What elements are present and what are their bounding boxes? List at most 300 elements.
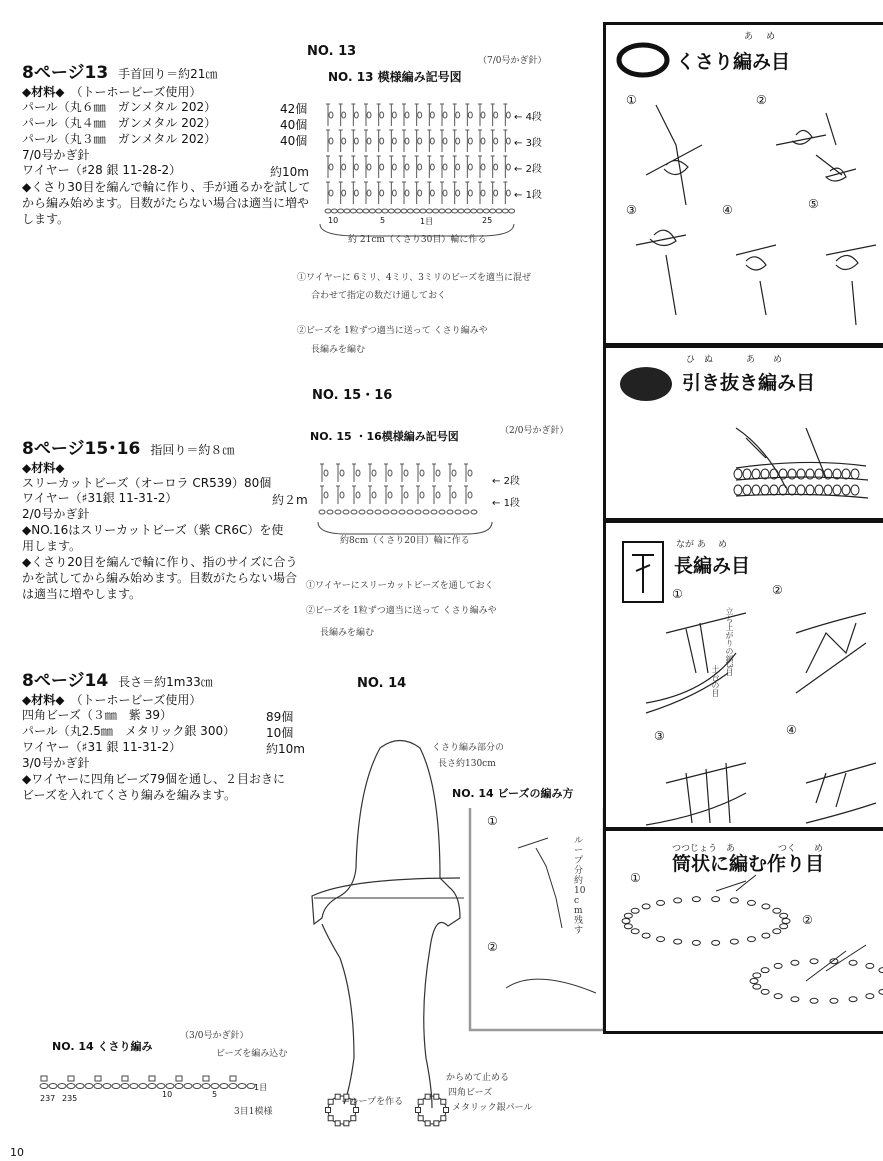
chain-mark <box>770 485 778 495</box>
chain-mark <box>734 485 742 495</box>
chain-mark <box>509 209 515 213</box>
chain-mark <box>325 209 331 213</box>
chain-mark <box>791 997 799 1002</box>
chain-mark <box>418 190 422 196</box>
chain-mark <box>354 164 358 170</box>
chain-mark <box>439 209 445 213</box>
chain-mark <box>849 997 857 1002</box>
bead-mark <box>122 1076 128 1081</box>
chain-mark <box>382 209 388 213</box>
no1516-step2-a: ②ビーズを 1粒ずつ適当に送って くさり編みや <box>306 606 497 616</box>
chain-mark <box>494 138 498 144</box>
no14-chain-5: 5 <box>212 1090 218 1099</box>
chain-mark <box>329 190 333 196</box>
chain-mark <box>175 1084 183 1089</box>
chain-mark <box>430 190 434 196</box>
bead-mark <box>416 1108 421 1113</box>
chain-mark <box>372 492 376 498</box>
chain-mark <box>468 164 472 170</box>
bead-mark <box>351 1116 356 1121</box>
panel-chain-stitch <box>603 22 883 346</box>
chain-mark <box>830 998 838 1003</box>
no14-loop-length-note: ループ分約10cm残す <box>574 836 586 936</box>
no1516-chart-title: NO. 15 ・16模様編み記号図 <box>310 430 459 443</box>
chain-mark <box>743 485 751 495</box>
no1516-step1: ①ワイヤーにスリーカットビーズを通しておく <box>306 581 494 591</box>
chain-mark <box>657 937 665 942</box>
no13-row-4-text: 4段 <box>525 112 542 123</box>
bead-mark <box>434 1121 439 1126</box>
no1516-row-2-text: 2段 <box>503 476 520 487</box>
chain-mark <box>367 138 371 144</box>
chain-mark <box>780 913 788 918</box>
no14-label: NO. 14 <box>357 676 407 691</box>
chain-mark <box>468 112 472 118</box>
no14-chain-237: 237 <box>40 1094 56 1103</box>
chain-mark <box>624 913 632 918</box>
panel-double-crochet <box>603 520 883 830</box>
no13-symbol-chart <box>320 96 530 226</box>
no14-method-title: NO. 14 ビーズの編み方 <box>452 787 574 800</box>
chain-mark <box>375 510 381 514</box>
chain-mark <box>468 470 472 476</box>
chain-mark <box>338 209 344 213</box>
chain-mark <box>418 138 422 144</box>
chain-mark <box>392 112 396 118</box>
chain-mark <box>496 209 502 213</box>
double-crochet-illustrations <box>606 593 883 823</box>
panel2-title: 引き抜き編み目 <box>682 372 816 394</box>
chain-mark <box>329 164 333 170</box>
panel3-step-1: ① <box>672 587 683 601</box>
chain-mark <box>762 933 770 938</box>
p1516-wire-qty: 約２m <box>272 493 308 507</box>
chain-mark <box>148 1084 156 1089</box>
chain-mark <box>436 492 440 498</box>
chain-mark <box>112 1084 120 1089</box>
chain-mark <box>418 112 422 118</box>
p14-materials-label: ◆材料◆ <box>22 693 65 707</box>
slip-stitch-symbol-icon <box>618 364 674 404</box>
no13-chart-title: NO. 13 模様編み記号図 <box>328 70 462 84</box>
chain-mark <box>753 973 761 978</box>
chain-mark <box>833 485 841 495</box>
panel3-step-4: ④ <box>786 723 797 737</box>
p13-size: 手首回り＝約21㎝ <box>118 67 218 81</box>
chain-mark <box>631 908 639 913</box>
chain-mark <box>483 209 489 213</box>
chain-mark <box>342 138 346 144</box>
chain-mark <box>779 485 787 495</box>
chain-mark <box>383 510 389 514</box>
bead-mark <box>418 1116 423 1121</box>
no14-chain-diagram <box>38 1072 268 1096</box>
no14-end-c: メタリック銀パール <box>452 1103 533 1113</box>
chain-mark <box>388 209 394 213</box>
chain-mark <box>367 510 373 514</box>
chain-mark <box>329 138 333 144</box>
chain-mark <box>350 209 356 213</box>
chain-mark <box>335 510 341 514</box>
chain-mark <box>399 510 405 514</box>
chain-mark <box>121 1084 129 1089</box>
chain-mark <box>879 989 883 994</box>
chain-mark <box>730 939 738 944</box>
chain-mark <box>354 190 358 196</box>
chain-mark <box>392 190 396 196</box>
bead-mark <box>95 1076 101 1081</box>
chain-mark <box>774 963 782 968</box>
chain-mark <box>506 164 510 170</box>
chain-mark <box>456 190 460 196</box>
chain-mark <box>40 1084 48 1089</box>
chain-mark <box>359 510 365 514</box>
chain-mark <box>367 164 371 170</box>
chain-mark <box>468 190 472 196</box>
no1516-hook-note: （2/0号かぎ針） <box>500 426 569 436</box>
chain-mark <box>506 112 510 118</box>
chain-mark <box>426 209 432 213</box>
chain-mark <box>238 1084 246 1089</box>
no13-row-4: ← 4段 <box>514 112 542 123</box>
chain-mark <box>319 510 325 514</box>
p14-note: ◆ワイヤーに四角ビーズ79個を通し、２目おきにビーズを入れてくさり編みを編みます。 <box>22 772 286 802</box>
chain-mark <box>193 1084 201 1089</box>
no13-label: NO. 13 <box>307 44 357 59</box>
bead-mark <box>425 1121 430 1126</box>
chain-mark <box>430 138 434 144</box>
no13-row-1-text: 1段 <box>525 190 542 201</box>
no13-step2-a: ②ビーズを 1粒ずつ適当に送って くさり編みや <box>297 326 488 336</box>
chain-mark <box>791 960 799 965</box>
panel1-step-5: ⑤ <box>808 197 819 211</box>
no14-step-2: ② <box>487 940 498 954</box>
no13-step1-b: 合わせて指定の数だけ通しておく <box>311 291 447 301</box>
dc-note-b: 鎖3目 <box>725 655 734 677</box>
p13-materials-label: ◆材料◆ <box>22 85 65 99</box>
chain-mark <box>363 209 369 213</box>
bead-mark <box>335 1121 340 1126</box>
chain-mark <box>815 485 823 495</box>
chain-mark <box>782 919 790 924</box>
chain-mark <box>624 924 632 929</box>
p1516-materials <box>22 461 322 476</box>
no14-loop-text: ループを作る <box>349 1097 404 1107</box>
chain-mark <box>851 485 859 495</box>
panel4-step-2: ② <box>802 913 813 927</box>
chain-mark <box>380 138 384 144</box>
chain-mark <box>376 209 382 213</box>
bead-mark <box>328 1116 333 1121</box>
no1516-step2-b: 長編みを編む <box>320 628 375 638</box>
bead-mark <box>444 1108 449 1113</box>
chain-mark <box>773 908 781 913</box>
no13-row-3: ← 3段 <box>514 138 542 149</box>
chain-mark <box>752 469 760 479</box>
chain-mark <box>430 112 434 118</box>
chain-mark <box>452 209 458 213</box>
chain-mark <box>490 209 496 213</box>
bead-mark <box>441 1116 446 1121</box>
chain-mark <box>463 510 469 514</box>
chain-mark <box>849 960 857 965</box>
panel1-step-3: ③ <box>626 203 637 217</box>
p1516-title-text: 8ページ15･16 <box>22 439 141 459</box>
chain-mark <box>58 1084 66 1089</box>
chain-mark <box>452 492 456 498</box>
dc-note-c: 土台の目 <box>711 665 720 697</box>
chain-mark <box>471 510 477 514</box>
no14-chain-235: 235 <box>62 1094 78 1103</box>
p1516-materials-label: ◆材料◆ <box>22 461 65 475</box>
chain-mark <box>344 209 350 213</box>
panel1-step-2: ② <box>756 93 767 107</box>
no14-chain-hook: （3/0号かぎ針） <box>180 1031 249 1041</box>
no13-row-2-text: 2段 <box>525 164 542 175</box>
no13-axis-10: 10 <box>328 216 339 225</box>
chain-mark <box>471 209 477 213</box>
chain-mark <box>443 112 447 118</box>
chain-mark <box>401 209 407 213</box>
chain-mark <box>202 1084 210 1089</box>
chain-mark <box>415 510 421 514</box>
chain-symbol-icon <box>616 41 670 79</box>
p14-hook: 3/0号かぎ針 <box>22 756 90 770</box>
chain-mark <box>481 164 485 170</box>
chain-mark <box>468 492 472 498</box>
chain-mark <box>761 989 769 994</box>
chain-mark <box>810 959 818 964</box>
chain-mark <box>692 940 700 945</box>
no13-axis-5: 5 <box>380 216 386 225</box>
chain-mark <box>455 510 461 514</box>
chain-mark <box>85 1084 93 1089</box>
page-number: 10 <box>10 1146 24 1159</box>
chain-stitch-illustrations <box>606 85 883 335</box>
no14-chain-note: ビーズを編み込む <box>216 1049 288 1059</box>
no13-axis-1: 1目 <box>420 217 434 226</box>
chain-mark <box>405 112 409 118</box>
chain-mark <box>481 190 485 196</box>
chain-mark <box>369 209 375 213</box>
chain-mark <box>329 112 333 118</box>
chain-mark <box>184 1084 192 1089</box>
bead-mark <box>176 1076 182 1081</box>
panel3-step-3: ③ <box>654 729 665 743</box>
p13-title-text: 8ページ13 <box>22 63 109 83</box>
chain-mark <box>420 209 426 213</box>
chain-mark <box>879 968 883 973</box>
chain-mark <box>357 209 363 213</box>
chain-mark <box>351 510 357 514</box>
chain-mark <box>372 470 376 476</box>
chain-mark <box>405 190 409 196</box>
chain-mark <box>430 164 434 170</box>
no1516-row-2: ← 2段 <box>492 476 520 487</box>
chain-mark <box>642 904 650 909</box>
bead-mark <box>418 1099 423 1104</box>
chain-mark <box>130 1084 138 1089</box>
chain-mark <box>481 112 485 118</box>
chain-mark <box>477 209 483 213</box>
chain-mark <box>506 190 510 196</box>
no14-chain-10: 10 <box>162 1090 173 1099</box>
p14-size: 長さ＝約1m33㎝ <box>118 675 213 689</box>
chain-mark <box>481 138 485 144</box>
chain-mark <box>139 1084 147 1089</box>
chain-mark <box>354 138 358 144</box>
panel1-ruby-1: あ <box>744 32 754 42</box>
chain-mark <box>761 968 769 973</box>
chain-mark <box>502 209 508 213</box>
chain-mark <box>752 485 760 495</box>
slip-stitch-illustration <box>606 418 883 508</box>
no14-loop-note: ←ループを作る <box>342 1097 404 1107</box>
chain-mark <box>407 209 413 213</box>
chain-mark <box>443 190 447 196</box>
no1516-row-1-text: 1段 <box>503 498 520 509</box>
p1516-item-1: スリーカットビーズ（オーロラ CR539）80個 <box>22 476 272 490</box>
chain-mark <box>229 1084 237 1089</box>
chain-mark <box>220 1084 228 1089</box>
no13-caption: 約 21cm（くさり30目）輪に作る <box>348 235 487 245</box>
panel1-step-1: ① <box>626 93 637 107</box>
chain-mark <box>443 138 447 144</box>
chain-mark <box>388 470 392 476</box>
chain-mark <box>420 470 424 476</box>
p1516-hook: 2/0号かぎ針 <box>22 507 90 521</box>
dc-note-a: 立ち上がりの <box>725 607 734 655</box>
no14-note-chain-b: 長さ約130cm <box>438 759 496 769</box>
no14-method-frame <box>466 808 616 1034</box>
no1516-label: NO. 15・16 <box>312 388 393 403</box>
no14-repeat: 3目1模様 <box>234 1107 273 1117</box>
chain-mark <box>730 898 738 903</box>
p13-item-1-qty: 42個 <box>280 102 308 116</box>
chain-mark <box>433 209 439 213</box>
p13-note: ◆くさり30目を編んで輪に作り、手が通るかを試してから編み始めます。目数がたらない場合は適当に増やします。 <box>22 180 311 226</box>
chain-mark <box>747 937 755 942</box>
chain-mark <box>342 112 346 118</box>
panel2-ruby-1: ひ ぬ <box>686 355 714 365</box>
bead-mark <box>41 1076 47 1081</box>
panel1-title: くさり編み目 <box>676 51 791 73</box>
no13-axis-25: 25 <box>482 216 493 225</box>
chain-mark <box>94 1084 102 1089</box>
chain-mark <box>456 112 460 118</box>
p13-hook: 7/0号かぎ針 <box>22 148 90 162</box>
chain-mark <box>866 994 874 999</box>
chain-mark <box>354 112 358 118</box>
chain-mark <box>750 979 758 984</box>
panel3-ruby-2: め <box>718 540 728 550</box>
chain-mark <box>734 469 742 479</box>
chain-mark <box>468 138 472 144</box>
chain-mark <box>494 190 498 196</box>
p14-item-1-qty: 89個 <box>266 710 294 724</box>
chain-mark <box>166 1084 174 1089</box>
chain-mark <box>761 485 769 495</box>
chain-mark <box>211 1084 219 1089</box>
panel2-ruby-2: あ め <box>746 355 783 365</box>
chain-mark <box>405 138 409 144</box>
no14-end-b: 四角ビーズ <box>448 1088 493 1098</box>
chain-mark <box>327 510 333 514</box>
chain-mark <box>157 1084 165 1089</box>
chain-mark <box>842 485 850 495</box>
no1516-caption: 約8cm（くさり20目）輪に作る <box>340 536 470 546</box>
chain-mark <box>404 492 408 498</box>
p1516-wire: ワイヤー（♯31銀 11-31-2） <box>22 491 178 505</box>
bead-mark <box>425 1094 430 1099</box>
chain-mark <box>447 510 453 514</box>
bead-mark <box>328 1099 333 1104</box>
chain-mark <box>380 164 384 170</box>
bead-mark <box>344 1121 349 1126</box>
no13-step2-b: 長編みを編む <box>311 345 366 355</box>
p14-item-1: 四角ビーズ（３㎜ 紫 39） <box>22 708 173 722</box>
chain-mark <box>445 209 451 213</box>
chain-mark <box>67 1084 75 1089</box>
no14-chain-title: NO. 14 くさり編み <box>52 1040 153 1053</box>
p13-item-1: パール（丸６㎜ ガンメタル 202） <box>22 100 217 114</box>
chain-mark <box>391 510 397 514</box>
chain-mark <box>420 492 424 498</box>
chain-mark <box>788 485 796 495</box>
panel-round-foundation <box>603 828 883 1034</box>
p14-item-2-qty: 10個 <box>266 726 294 740</box>
no14-end-a: からめて止める <box>446 1073 510 1083</box>
chain-mark <box>631 929 639 934</box>
bead-mark <box>326 1108 331 1113</box>
p14-materials <box>22 693 322 708</box>
p13-items <box>22 100 322 146</box>
chain-mark <box>356 492 360 498</box>
no13-step1-a: ①ワイヤーに 6ミリ、4ミリ、3ミリのビーズを適当に混ぜ <box>297 273 532 283</box>
chain-mark <box>380 112 384 118</box>
chain-mark <box>324 470 328 476</box>
bead-mark <box>434 1094 439 1099</box>
chain-mark <box>743 469 751 479</box>
chain-mark <box>76 1084 84 1089</box>
p14-item-3-qty: 約10m <box>266 742 305 756</box>
chain-mark <box>388 492 392 498</box>
p14-title-text: 8ページ14 <box>22 671 109 691</box>
p13-item-3-qty: 40個 <box>280 134 308 148</box>
chain-mark <box>392 164 396 170</box>
panel4-ruby-1: つつじょう あ <box>672 844 736 854</box>
chain-mark <box>103 1084 111 1089</box>
chain-mark <box>414 209 420 213</box>
no1516-row-1: ← 1段 <box>492 498 520 509</box>
no14-note-chain-a: くさり編み部分の <box>432 743 505 753</box>
no14-chain-1: 1目 <box>254 1083 268 1092</box>
chain-mark <box>418 164 422 170</box>
panel4-title: 筒状に編む作り目 <box>672 853 825 875</box>
chain-mark <box>774 994 782 999</box>
chain-mark <box>824 485 832 495</box>
chain-mark <box>773 929 781 934</box>
chain-mark <box>380 190 384 196</box>
no14-step-1: ① <box>487 814 498 828</box>
chain-mark <box>842 469 850 479</box>
panel3-ruby-1: なが あ <box>676 540 706 550</box>
chain-mark <box>753 984 761 989</box>
p14-maker: （トーホービーズ使用） <box>76 693 202 707</box>
p13-materials <box>22 85 322 100</box>
chain-mark <box>712 940 720 945</box>
p1516-title <box>22 434 322 459</box>
